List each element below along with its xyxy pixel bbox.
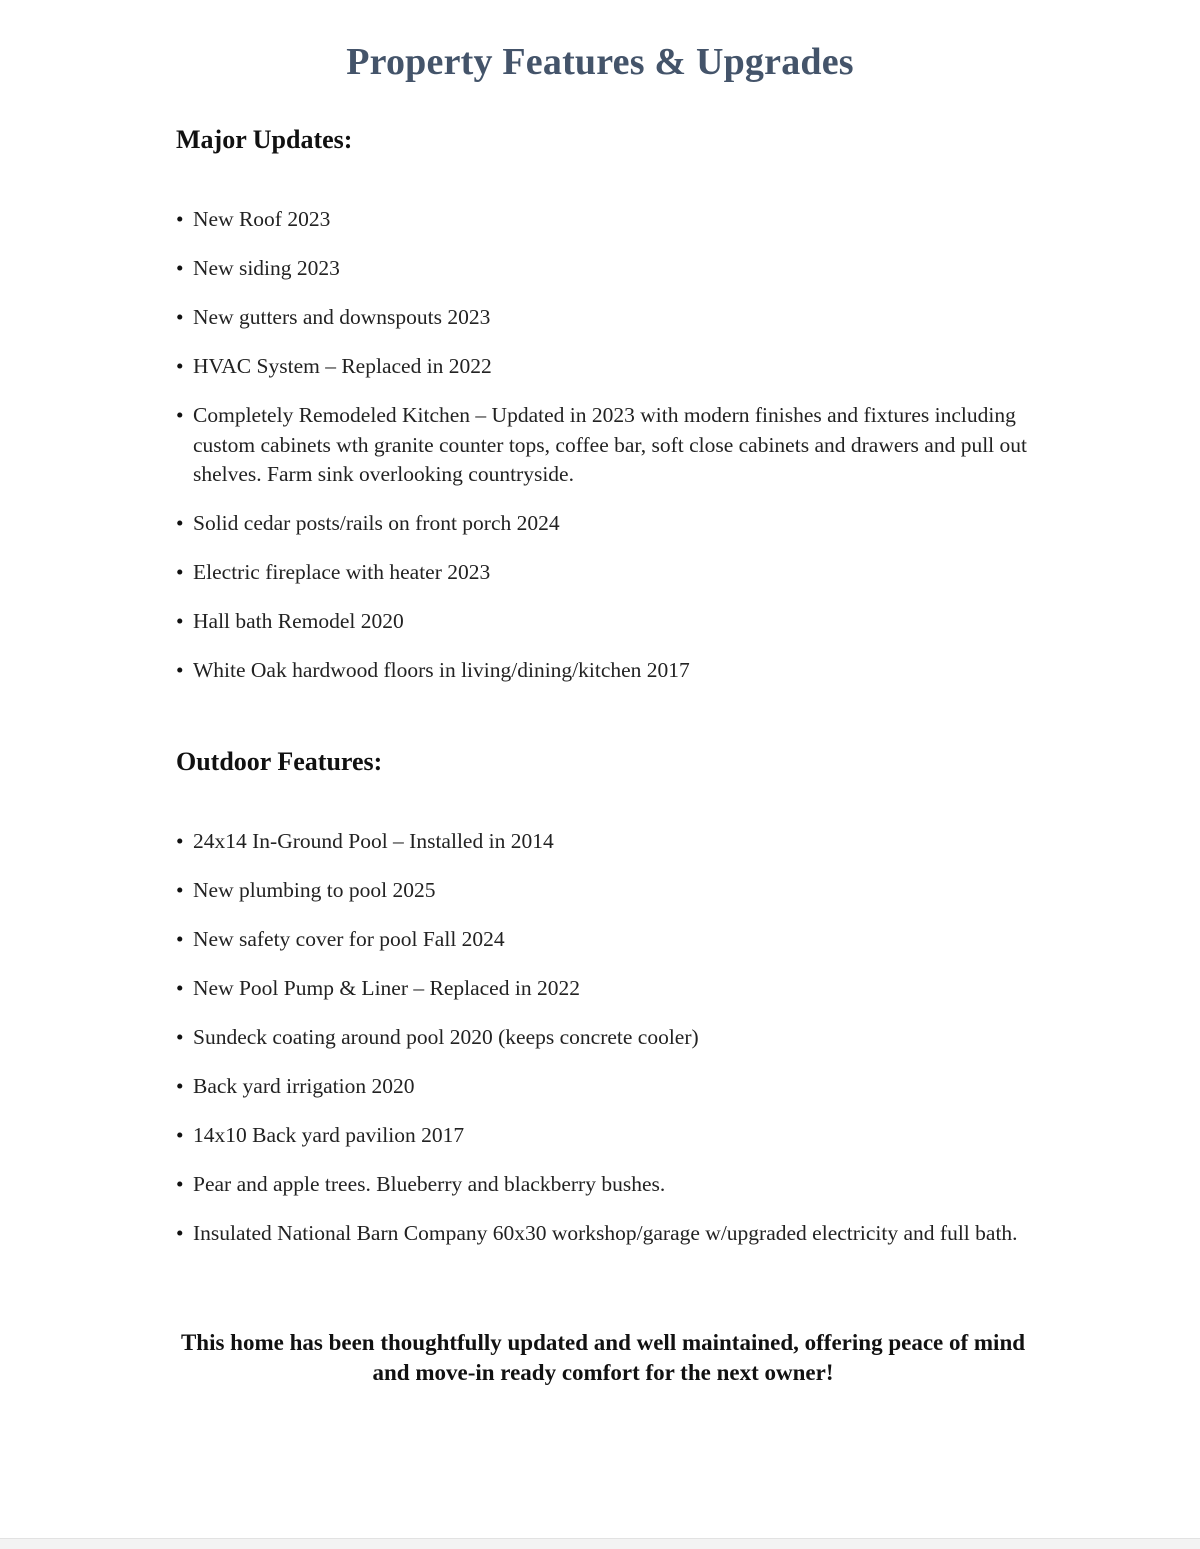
list-item: • Hall bath Remodel 2020 [176,607,1036,637]
list-item: • Insulated National Barn Company 60x30 workshop/garage w/upgraded electricity and full bath. [176,1219,1036,1249]
list-item: • New Pool Pump & Liner – Replaced in 2022 [176,974,1036,1004]
list-item: • 14x10 Back yard pavilion 2017 [176,1121,1036,1151]
list-item: • HVAC System – Replaced in 2022 [176,352,1036,382]
closing-statement: This home has been thoughtfully updated and well maintained, offering peace of mind and move-in ready comfort for the next owner! [180,1330,1026,1385]
list-item: • Pear and apple trees. Blueberry and blackberry bushes. [176,1170,1036,1200]
list-item: • Electric fireplace with heater 2023 [176,558,1036,588]
page-bottom-edge [0,1538,1200,1549]
list-item: • Solid cedar posts/rails on front porch 2024 [176,509,1036,539]
list-item: • New siding 2023 [176,254,1036,284]
list-item: • White Oak hardwood floors in living/dining/kitchen 2017 [176,656,1036,686]
list-item: • Sundeck coating around pool 2020 (keeps concrete cooler) [176,1023,1036,1053]
major-updates-list [176,205,1036,705]
outdoor-features-list [176,827,1036,1268]
major-updates-heading: Major Updates: [176,125,353,154]
list-item: • New safety cover for pool Fall 2024 [176,925,1036,955]
outdoor-features-heading: Outdoor Features: [176,747,383,776]
list-item: • 24x14 In-Ground Pool – Installed in 2014 [176,827,1036,857]
list-item: • New Roof 2023 [176,205,1036,235]
list-item: • New plumbing to pool 2025 [176,876,1036,906]
document-title: Property Features & Upgrades [346,41,854,83]
list-item: • New gutters and downspouts 2023 [176,303,1036,333]
list-item: • Completely Remodeled Kitchen – Updated in 2023 with modern finishes and fixtures including custom cabinets wth granite counter tops, coffee bar, soft close cabinets and drawers and pull out shelves. Farm sink overlooking countryside. [176,401,1036,490]
list-item: • Back yard irrigation 2020 [176,1072,1036,1102]
